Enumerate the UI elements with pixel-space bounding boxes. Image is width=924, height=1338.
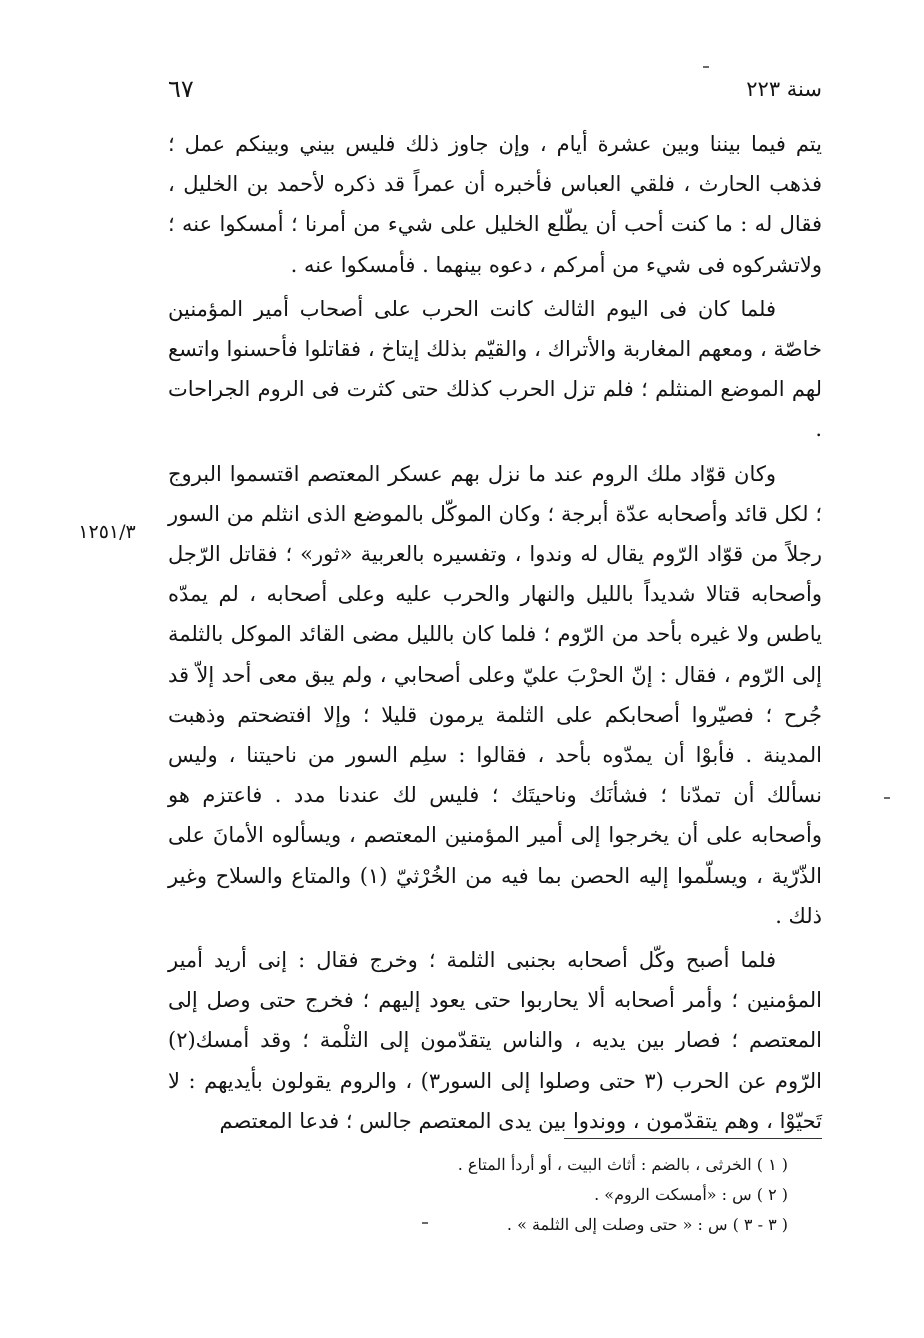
scan-speck — [422, 1222, 428, 1224]
footnote-2: ( ٢ ) س : «أمسكت الروم» . — [594, 1185, 788, 1204]
footnote-1: ( ١ ) الخرثى ، بالضم : أثاث البيت ، أو أردأ المتاع . — [457, 1155, 788, 1174]
footnotes — [168, 1150, 788, 1240]
running-head-year: سنة ٢٢٣ — [746, 77, 822, 101]
page-number: ٦٧ — [168, 75, 194, 103]
page-header — [168, 74, 822, 108]
scan-speck — [884, 797, 890, 799]
paragraph-2: فلما كان فى اليوم الثالث كانت الحرب على أصحاب أمير المؤمنين خاصّة ، ومعهم المغاربة والأتراك ، والقيّم بذلك إيتاخ ، فقاتلوا فأحسنوا واتسع لهم الموضع المنثلم ؛ فلم تزل الحرب كذلك حتى كثرت فى الروم الجراحات . — [168, 296, 822, 442]
paragraph-1: يتم فيما بيننا وبين عشرة أيام ، وإن جاوز ذلك فليس بيني وبينكم عمل ؛ فذهب الحارث ، فلقي العباس فأخبره أن عمراً قد ذكره لأحمد بن الخليل ، فقال له : ما كنت أحب أن يطّلع الخليل على شيء من أمرنا ؛ أمسكوا عنه ؛ ولاتشركوه فى شيء من أمركم ، دعوه بينهما . فأمسكوا عنه . — [168, 132, 822, 277]
margin-reference-number: ١٢٥١/٣ — [78, 521, 136, 543]
paragraph-4: فلما أصبح وكّل أصحابه بجنبى الثلمة ؛ وخرج فقال : إنى أريد أمير المؤمنين ؛ وأمر أصحابه ألا يحاربوا حتى يعود إليهم ؛ فخرج حتى وصل إلى المعتصم ؛ فصار بين يديه ، والناس يتقدّمون إلى الثلْمة ؛ وقد أمسك(٢) الرّوم عن الحرب (٣ حتى وصلوا إلى السور٣) ، والروم يقولون بأيديهم : لا تَحيّوْا ، وهم يتقدّمون ، ووندوا بين يدى المعتصم جالس ؛ فدعا المعتصم — [168, 948, 823, 1133]
main-text — [168, 124, 822, 1141]
scan-speck — [703, 66, 709, 68]
footnote-3: ( ٣ - ٣ ) س : « حتى وصلت إلى الثلمة » . — [506, 1215, 788, 1234]
paragraph-3: وكان قوّاد ملك الروم عند ما نزل بهم عسكر المعتصم اقتسموا البروج ؛ لكل قائد وأصحابه عدّة أبرجة ؛ وكان الموكّل بالموضع الذى انثلم من السور رجلاً من قوّاد الرّوم يقال له وندوا ، وتفسيره بالعربية «ثور» ؛ فقاتل الرّجل وأصحابه قتالا شديداً بالليل والنهار والحرب عليه وعلى أصحابه ، لم يمدّه ياطس ولا غيره بأحد من الرّوم ؛ فلما كان بالليل مضى القائد الموكل بالثلمة إلى الرّوم ، فقال : إنّ الحرْبَ عليّ وعلى أصحابي ، ولم يبق معى أحد إلاّ قد جُرح ؛ فصيّروا أصحابكم على الثلمة يرمون قليلا ؛ وإلا افتضحتم وذهبت المدينة . فأبوْا أن يمدّوه بأحد ، فقالوا : سلِم السور من ناحيتنا ، وليس نسألك أن تمدّنا ؛ فشأنَك وناحيتَك ؛ فليس لك عندنا مدد . فاعتزم هو وأصحابه على أن يخرجوا إلى أمير المؤمنين المعتصم ، ويسألوه الأمانَ على الذّرّية ، ويسلّموا إليه الحصن بما فيه من الخُرْثيّ (١) والمتاع والسلاح وغير ذلك . — [168, 461, 822, 928]
footnote-separator — [564, 1138, 822, 1139]
